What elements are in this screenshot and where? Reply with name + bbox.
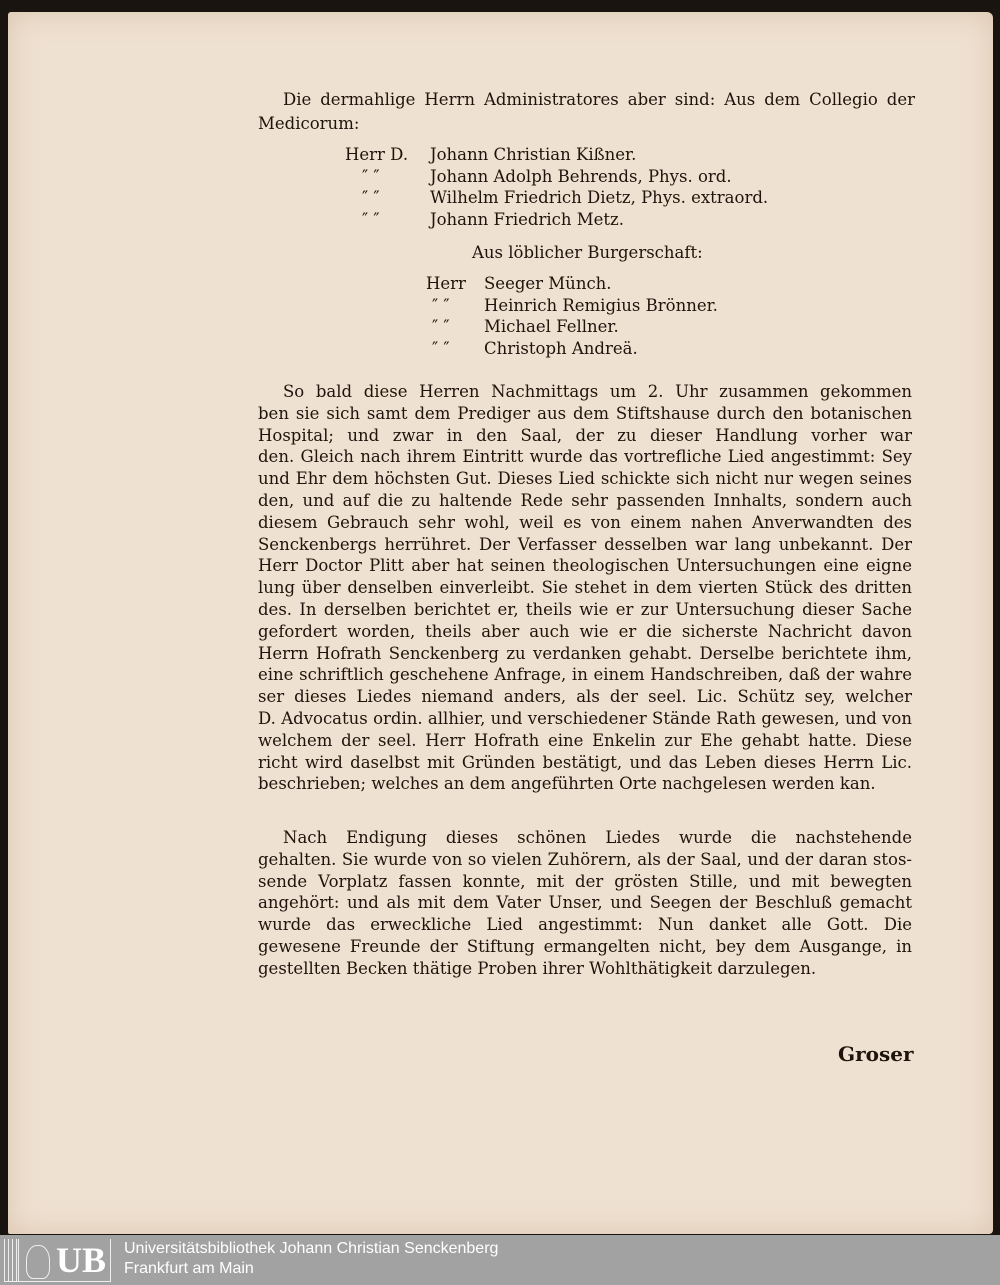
text-line: des. In derselben berichtet er, theils wie er zur Untersuchung dieser Sache — [258, 600, 912, 619]
library-name: Universitätsbibliothek Johann Christian Senckenberg — [124, 1240, 499, 1257]
person-name: Johann Christian Kißner. — [430, 145, 637, 164]
text-line: eine schriftlich geschehene Anfrage, in einem Handschreiben, daß der wahre — [258, 665, 912, 685]
library-footer — [0, 1235, 1000, 1285]
person-name: Wilhelm Friedrich Dietz, Phys. extraord. — [430, 188, 769, 207]
name-prefix: ″ ″ — [362, 209, 380, 229]
text-line: richt wird daselbst mit Gründen bestätigt, und das Leben dieses Herrn Lic. — [258, 752, 912, 772]
text-line: Hospital; und zwar in den Saal, der zu dieser Handlung vorher war — [258, 425, 912, 445]
intro-line: Medicorum: — [258, 114, 360, 133]
text-line: gewesene Freunde der Stiftung ermangelten nicht, bey dem Ausgange, in — [258, 937, 912, 956]
name-prefix: ″ ″ — [432, 317, 450, 336]
person-name: Christoph Andreä. — [484, 338, 638, 358]
text-line: den, und auf die zu haltende Rede sehr passenden Innhalts, sondern auch — [258, 491, 912, 510]
text-line: D. Advocatus ordin. allhier, und verschiedener Stände Rath gewesen, und von — [258, 709, 912, 728]
text-line: Nach Endigung dieses schönen Liedes wurde die nachstehende — [283, 828, 912, 847]
name-prefix: ″ ″ — [362, 188, 380, 207]
text-line: welchem der seel. Herr Hofrath eine Enkelin zur Ehe gehabt hatte. Diese — [258, 730, 912, 750]
text-line: gefordert worden, theils aber auch wie er die sicherste Nachricht davon — [258, 621, 912, 641]
name-prefix: ″ ″ — [432, 295, 450, 315]
logo-text: UB — [56, 1240, 107, 1280]
name-prefix: ″ ″ — [362, 166, 380, 186]
ub-logo[interactable] — [4, 1239, 111, 1282]
person-name: Seeger Münch. — [484, 274, 612, 293]
text-line: ser dieses Liedes niemand anders, als der seel. Lic. Schütz sey, welcher — [258, 687, 912, 707]
catchword: Groser — [838, 1042, 914, 1066]
person-name: Johann Friedrich Metz. — [430, 209, 624, 229]
name-prefix: Herr — [426, 274, 466, 293]
name-prefix: Herr D. — [345, 145, 409, 164]
text-line: Senckenbergs herrühret. Der Verfasser desselben war lang unbekannt. Der — [258, 534, 912, 554]
person-name: Michael Fellner. — [484, 317, 619, 336]
text-line: ben sie sich samt dem Prediger aus dem Stiftshause durch den botanischen — [258, 403, 912, 423]
text-line: angehört: und als mit dem Vater Unser, und Seegen der Beschluß gemacht — [258, 893, 912, 913]
text-line: und Ehr dem höchsten Gut. Dieses Lied schickte sich nicht nur wegen seines — [258, 469, 912, 489]
columns-icon — [4, 1239, 19, 1281]
intro-line: Die dermahlige Herrn Administratores aber sind: Aus dem Collegio der — [283, 90, 915, 109]
text-line: lung über denselben einverleibt. Sie stehet in dem vierten Stück des dritten — [258, 578, 912, 598]
library-city: Frankfurt am Main — [124, 1260, 254, 1277]
text-line: Herr Doctor Plitt aber hat seinen theologischen Untersuchungen eine eigne — [258, 556, 912, 576]
text-line: Herrn Hofrath Senckenberg zu verdanken gehabt. Derselbe berichtete ihm, — [258, 643, 912, 663]
name-prefix: ″ ″ — [432, 338, 450, 358]
text-line: gehalten. Sie wurde von so vielen Zuhörern, als der Saal, und der daran stos- — [258, 849, 912, 869]
text-line: den. Gleich nach ihrem Eintritt wurde das vortrefliche Lied angestimmt: Sey — [258, 447, 912, 467]
portrait-icon — [26, 1245, 50, 1279]
person-name: Johann Adolph Behrends, Phys. ord. — [430, 166, 732, 186]
text-line: So bald diese Herren Nachmittags um 2. Uhr zusammen gekommen — [283, 382, 912, 401]
text-line: beschrieben; welches an dem angeführten Orte nachgelesen werden kan. — [258, 774, 876, 794]
text-line: sende Vorplatz fassen konnte, mit der grösten Stille, und mit bewegten — [258, 871, 912, 891]
text-line: wurde das erweckliche Lied angestimmt: Nun danket alle Gott. Die — [258, 915, 912, 935]
burgerschaft-heading: Aus löblicher Burgerschaft: — [472, 243, 703, 262]
text-line: diesem Gebrauch sehr wohl, weil es von einem nahen Anverwandten des — [258, 512, 912, 532]
text-line: gestellten Becken thätige Proben ihrer Wohlthätigkeit darzulegen. — [258, 958, 817, 978]
person-name: Heinrich Remigius Brönner. — [484, 295, 718, 315]
